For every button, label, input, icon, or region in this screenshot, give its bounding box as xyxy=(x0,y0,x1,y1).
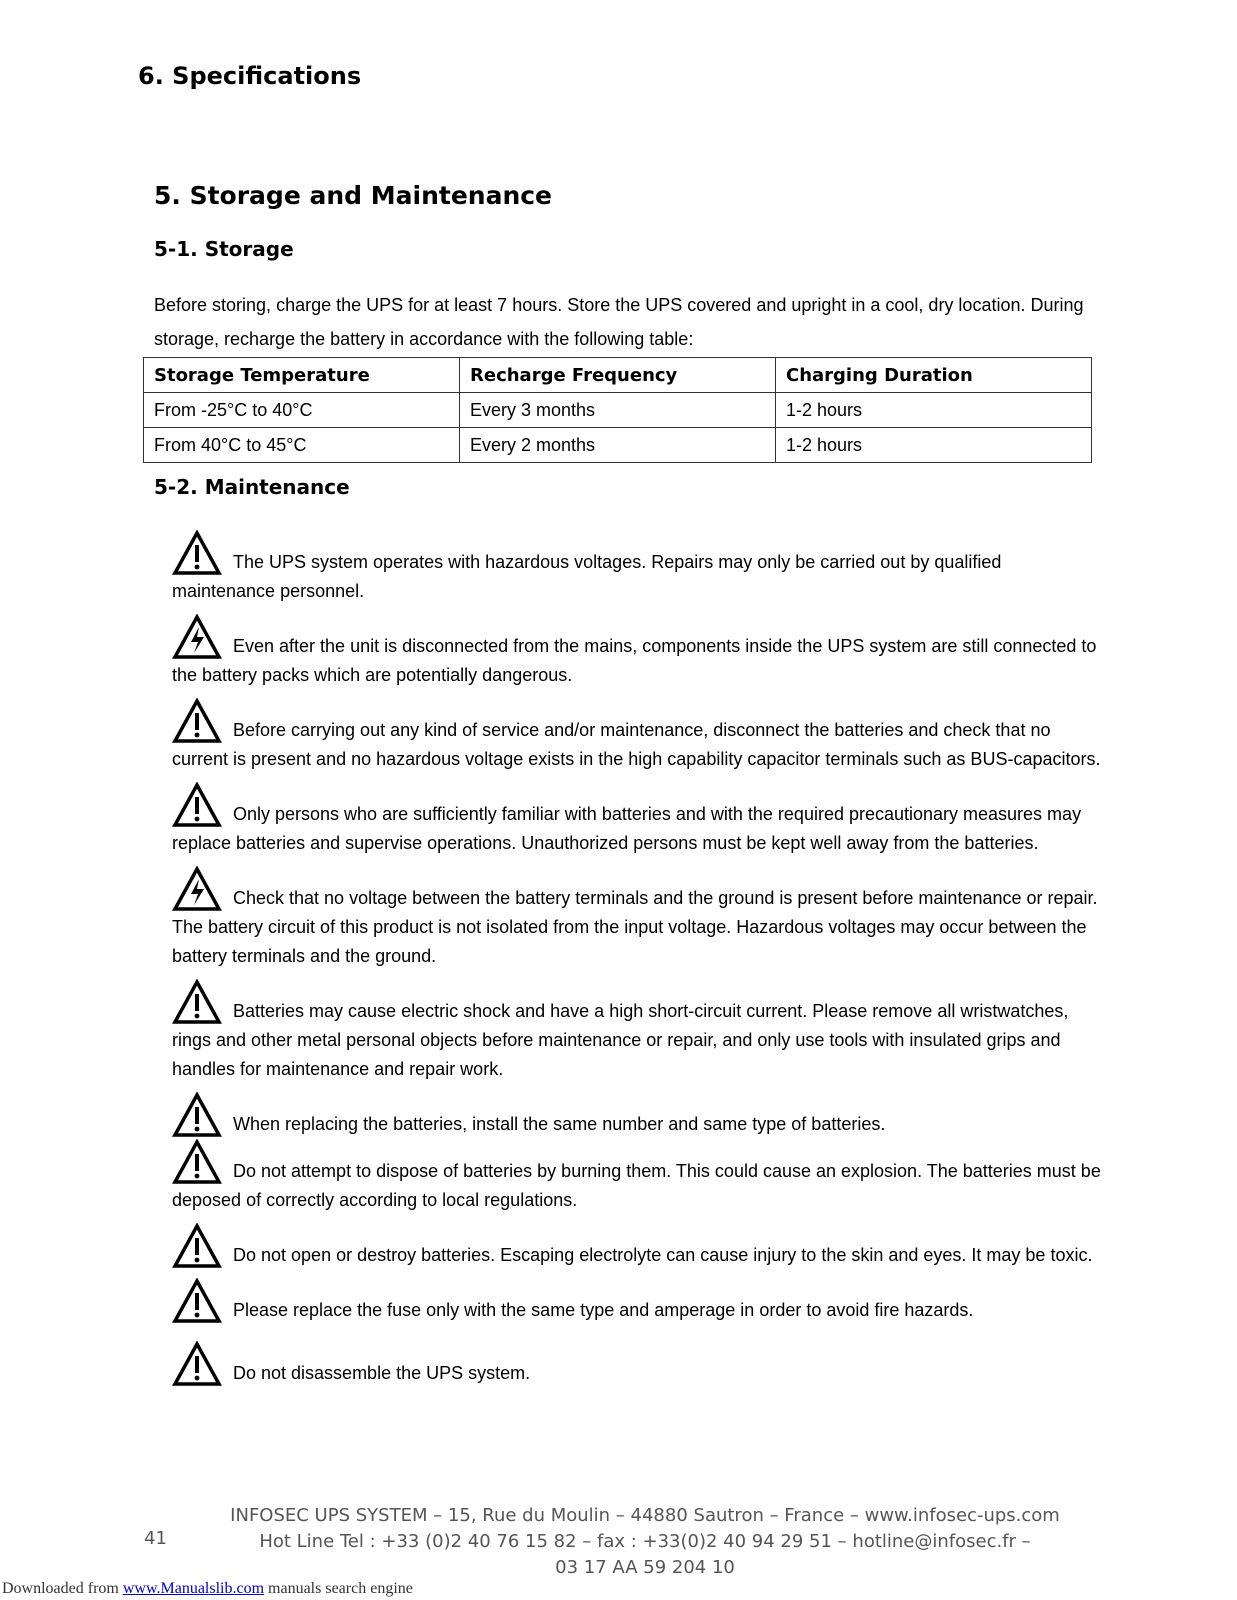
warning-icon xyxy=(172,1139,222,1185)
storage-title: 5-1. Storage xyxy=(154,237,294,261)
warning-item xyxy=(172,1139,1102,1215)
warning-item xyxy=(172,530,1102,606)
warning-text: When replacing the batteries, install the same number and same type of batteries. xyxy=(233,1114,886,1134)
warning-icon xyxy=(172,698,222,744)
electric-hazard-icon xyxy=(172,866,222,912)
section-title: 5. Storage and Maintenance xyxy=(154,181,553,210)
warning-item xyxy=(172,866,1102,971)
warning-text: Check that no voltage between the battery terminals and the ground is present before maintenance or repair. The battery circuit of this product is not isolated from the input voltage. Hazardous voltages may occur between the battery terminals and the ground. xyxy=(172,888,1098,966)
warning-text: Even after the unit is disconnected from the mains, components inside the UPS system are still connected to the battery packs which are potentially dangerous. xyxy=(172,636,1097,685)
footer-line-reference: 03 17 AA 59 204 10 xyxy=(555,1557,735,1578)
table-header-row xyxy=(144,358,1092,393)
header-charging-duration: Charging Duration xyxy=(776,358,1092,393)
warning-item xyxy=(172,1278,1102,1325)
warning-item xyxy=(172,782,1102,858)
electric-hazard-icon xyxy=(172,614,222,660)
warning-item xyxy=(172,1092,1102,1139)
warning-item xyxy=(172,614,1102,690)
maintenance-warnings-list xyxy=(172,530,1102,1388)
source-prefix: Downloaded from xyxy=(2,1580,123,1597)
manualslib-link[interactable]: www.Manualslib.com xyxy=(122,1580,265,1597)
source-suffix: manuals search engine xyxy=(264,1580,413,1597)
storage-intro: Before storing, charge the UPS for at least 7 hours. Store the UPS covered and upright in a cool, dry location. During storage, recharge the battery in accordance with the following table: xyxy=(154,295,1084,349)
table-cell: From -25°C to 40°C xyxy=(144,393,460,428)
table-cell: Every 3 months xyxy=(460,393,776,428)
warning-text: Only persons who are sufficiently familiar with batteries and with the required precautionary measures may replace batteries and supervise operations. Unauthorized persons must be kept well away from the batteries. xyxy=(172,804,1082,853)
table-row xyxy=(144,393,1092,428)
table-row xyxy=(144,428,1092,463)
warning-icon xyxy=(172,1341,222,1387)
warning-icon xyxy=(172,979,222,1025)
page-heading: 6. Specifications xyxy=(138,62,362,90)
storage-table xyxy=(143,357,1092,463)
warning-icon xyxy=(172,1092,222,1138)
warning-icon xyxy=(172,782,222,828)
warning-icon xyxy=(172,1223,222,1269)
maintenance-title: 5-2. Maintenance xyxy=(154,475,350,499)
source-note xyxy=(2,1580,413,1598)
warning-icon xyxy=(172,1278,222,1324)
warning-item xyxy=(172,1223,1102,1270)
page-number: 41 xyxy=(144,1528,167,1549)
footer xyxy=(195,1503,1095,1581)
warning-text: Batteries may cause electric shock and have a high short-circuit current. Please remove all wristwatches, rings and other metal personal objects before maintenance or repair, and only use tools with insulated grips and handles for maintenance and repair work. xyxy=(172,1001,1069,1079)
table-cell: Every 2 months xyxy=(460,428,776,463)
warning-text: Do not attempt to dispose of batteries by burning them. This could cause an explosion. The batteries must be deposed of correctly according to local regulations. xyxy=(172,1161,1101,1210)
warning-text: Do not disassemble the UPS system. xyxy=(233,1363,531,1383)
header-storage-temperature: Storage Temperature xyxy=(144,358,460,393)
warning-item xyxy=(172,979,1102,1084)
warning-text: Before carrying out any kind of service and/or maintenance, disconnect the batteries and check that no current is present and no hazardous voltage exists in the high capability capacitor terminals such as BUS-capacitors. xyxy=(172,720,1101,769)
warning-item xyxy=(172,698,1102,774)
table-cell: 1-2 hours xyxy=(776,428,1092,463)
header-recharge-frequency: Recharge Frequency xyxy=(460,358,776,393)
table-cell: From 40°C to 45°C xyxy=(144,428,460,463)
warning-text: Please replace the fuse only with the same type and amperage in order to avoid fire hazards. xyxy=(233,1300,974,1320)
footer-line-hotline: Hot Line Tel : +33 (0)2 40 76 15 82 – fax : +33(0)2 40 94 29 51 – hotline@infosec.fr – xyxy=(259,1531,1031,1552)
warning-text: The UPS system operates with hazardous voltages. Repairs may only be carried out by qualified maintenance personnel. xyxy=(172,552,1002,601)
warning-item xyxy=(172,1341,1102,1388)
table-cell: 1-2 hours xyxy=(776,393,1092,428)
warning-text: Do not open or destroy batteries. Escaping electrolyte can cause injury to the skin and eyes. It may be toxic. xyxy=(233,1245,1093,1265)
footer-line-address: INFOSEC UPS SYSTEM – 15, Rue du Moulin – 44880 Sautron – France – www.infosec-ups.com xyxy=(230,1505,1060,1526)
warning-icon xyxy=(172,530,222,576)
